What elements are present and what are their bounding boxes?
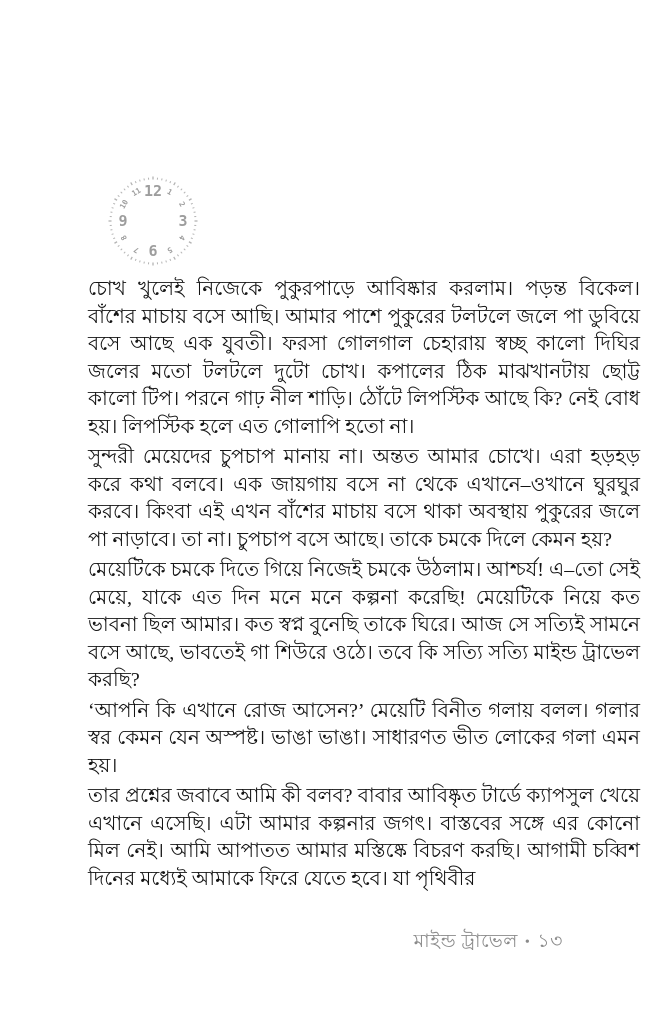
clock-illustration-icon (101, 169, 205, 273)
paragraph-5: তার প্রশ্নের জবাবে আমি কী বলব? বাবার আবিষ্কৃত টার্ডে ক্যাপসুল খেয়ে এখানে এসেছি। এটা আমার কল্পনার জগৎ। বাস্তবের সঙ্গে এর কোনো মিল নেই। আমি আপাতত আমার মস্তিষ্কে বিচরণ করছি। আগামী চব্বিশ দিনের মধ্যেই আমাকে ফিরে যেতে হবে। যা পৃথিবীর (88, 785, 640, 890)
svg-text:9: 9 (118, 212, 128, 230)
paragraph-3: মেয়েটিকে চমকে দিতে গিয়ে নিজেই চমকে উঠলাম। আশ্চর্য! এ–তো সেই মেয়ে, যাকে এত দিন মনে মনে কল্পনা করেছি! মেয়েটিকে নিয়ে কত ভাবনা ছিল আমার। কত স্বপ্ন বুনেছি তাকে ঘিরে। আজ সে সত্যিই সামনে বসে আছে, ভাবতেই গা শিউরে ওঠে। তবে কি সত্যি সত্যি মাইন্ড ট্রাভেল করছি? (88, 559, 640, 691)
footer-page-number: ১৩ (537, 931, 563, 952)
paragraph-1: চোখ খুলেই নিজেকে পুকুরপাড়ে আবিষ্কার করলাম। পড়ন্ত বিকেল। বাঁশের মাচায় বসে আছি। আমার পাশে পুকুরের টলটলে জলে পা ডুবিয়ে বসে আছে এক যুবতী। ফরসা গোলগাল চেহারায় স্বচ্ছ কালো দিঘির জলের মতো টলটলে দুটো চোখ। কপালের ঠিক মাঝখানটায় ছোট্ট কালো টিপ। পরনে গাঢ় নীল শাড়ি। ঠোঁটে লিপস্টিক আছে কি? নেই বোধ হয়। লিপস্টিক হলে এত গোলাপি হতো না। (88, 278, 640, 438)
svg-text:3: 3 (178, 212, 188, 230)
svg-text:7: 7 (132, 244, 141, 256)
paragraph-2: সুন্দরী মেয়েদের চুপচাপ মানায় না। অন্তত আমার চোখে। এরা হড়হড় করে কথা বলবে। এক জায়গায় বসে না থেকে এখানে–ওখানে ঘুরঘুর করবে। কিংবা এই এখন বাঁশের মাচায় বসে থাকা অবস্থায় পুকুরের জলে পা নাড়াবে। তা না। চুপচাপ বসে আছে। তাকে চমকে দিলে কেমন হয়? (88, 446, 640, 551)
footer-separator-dot: • (524, 935, 531, 950)
paragraph-4: ‘আপনি কি এখানে রোজ আসেন?’ মেয়েটি বিনীত গলায় বলল। গলার স্বর কেমন যেন অস্পষ্ট। ভাঙা ভাঙা। সাধারণত ভীত লোকের গলা এমন হয়। (88, 699, 640, 777)
svg-text:4: 4 (176, 233, 188, 242)
svg-text:1: 1 (165, 186, 174, 198)
running-footer (414, 930, 563, 955)
svg-text:12: 12 (143, 182, 163, 200)
footer-book-title: মাইন্ড ট্রাভেল (413, 931, 518, 952)
svg-text:11: 11 (130, 185, 143, 199)
svg-text:2: 2 (176, 200, 188, 209)
svg-text:5: 5 (165, 244, 174, 256)
svg-text:8: 8 (118, 233, 130, 242)
svg-text:6: 6 (148, 242, 158, 260)
body-text (88, 276, 640, 896)
svg-text:10: 10 (117, 198, 131, 211)
